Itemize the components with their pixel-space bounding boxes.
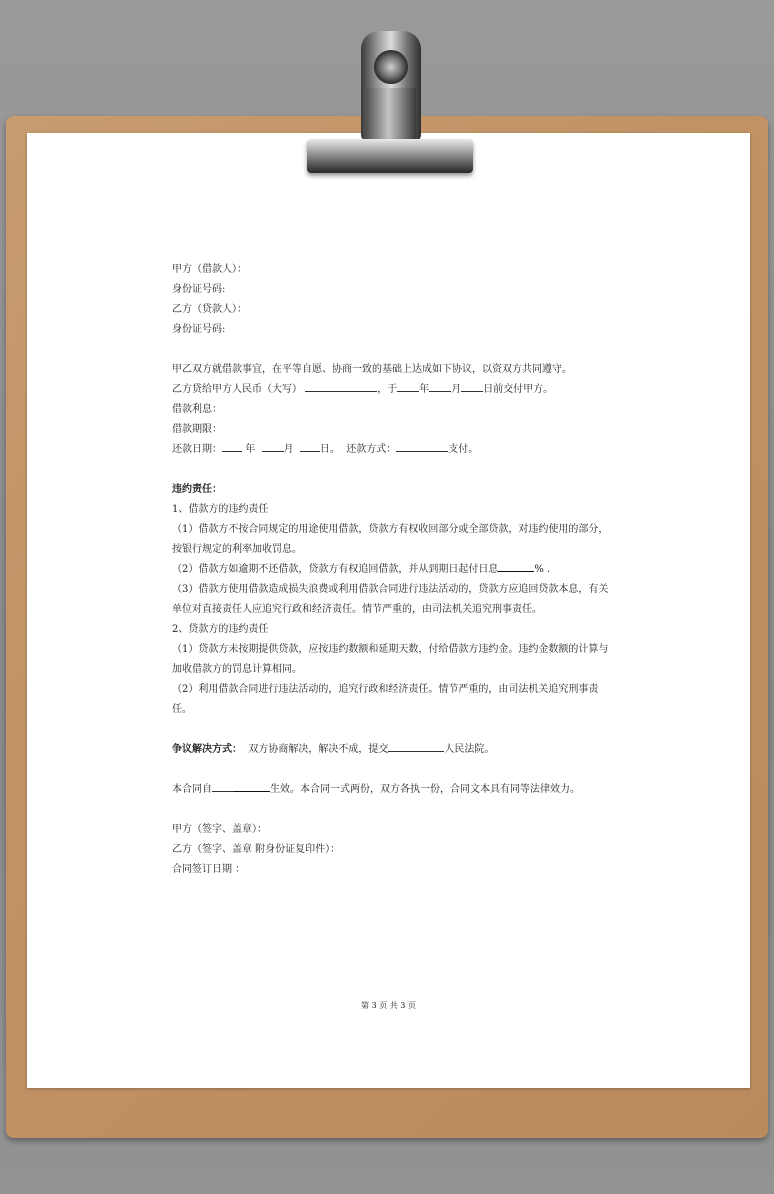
blank-month <box>429 380 451 392</box>
term-label: 借款期限： <box>172 424 222 435</box>
intro-text: 甲乙双方就借款事宜，在平等自愿、协商一致的基础上达成如下协议，以资双方共同遵守。 <box>172 364 572 375</box>
sign-a: 甲方（签字、盖章）： <box>172 824 267 835</box>
breach-2-2: （2）利用借款合同进行违法活动的，追究行政和经济责任。情节严重的，由司法机关追究刑事责任。 <box>172 684 599 715</box>
party-b-label: 乙方（贷款人）： <box>172 304 247 315</box>
effect-line: 本合同自 生效。本合同一式两份，双方各执一份，合同文本具有同等法律效力。 <box>172 780 612 800</box>
dispute-line: 争议解决方式： 双方协商解决，解决不成，提交 人民法院。 <box>172 740 612 760</box>
breach-1-3: （3）借款方使用借款造成损失浪费或利用借款合同进行违法活动的，贷款方应追回贷款本息，有关单位对直接责任人应追究行政和经济责任。情节严重的，由司法机关追究刑事责任。 <box>172 584 609 615</box>
repay-line: 还款日期： 年 月 日。 还款方式： 支付。 <box>172 440 612 460</box>
breach-1-2: （2）借款方如逾期不还借款，贷款方有权追回借款，并从到期日起付日息 % . <box>172 560 612 580</box>
binder-clip-ring <box>374 50 408 84</box>
contract-body <box>172 260 612 880</box>
breach-1-heading: 1、借款方的违约责任 <box>172 504 269 515</box>
breach-1-1: （1）借款方不按合同规定的用途使用借款，贷款方有权收回部分或全部贷款，对违约使用的部分，按银行规定的利率加收罚息。 <box>172 524 609 555</box>
party-b-id-label: 身份证号码: <box>172 324 226 335</box>
blank-amount <box>305 380 377 392</box>
blank-year <box>397 380 419 392</box>
dispute-label: 争议解决方式： <box>172 744 242 755</box>
sign-date: 合同签订日期 ： <box>172 864 246 875</box>
interest-label: 借款利息： <box>172 404 222 415</box>
party-a-id-label: 身份证号码: <box>172 284 226 295</box>
breach-2-1: （1）贷款方未按期提供贷款，应按违约数额和延期天数，付给借款方违约金。违约金数额的计算与加收借款方的罚息计算相同。 <box>172 644 609 675</box>
blank-day <box>461 380 483 392</box>
sign-b: 乙方（签字、盖章 附身份证复印件）： <box>172 844 341 855</box>
breach-title: 违约责任： <box>172 484 222 495</box>
party-a-label: 甲方（借款人）： <box>172 264 247 275</box>
page-number: 第 3 页 共 3 页 <box>361 1001 416 1010</box>
loan-line: 乙方贷给甲方人民币（大写） ，于 年 月 日前交付甲方。 <box>172 380 612 400</box>
binder-clip-neck <box>366 88 416 142</box>
binder-clip-bar <box>307 139 473 173</box>
breach-2-heading: 2、贷款方的违约责任 <box>172 624 269 635</box>
